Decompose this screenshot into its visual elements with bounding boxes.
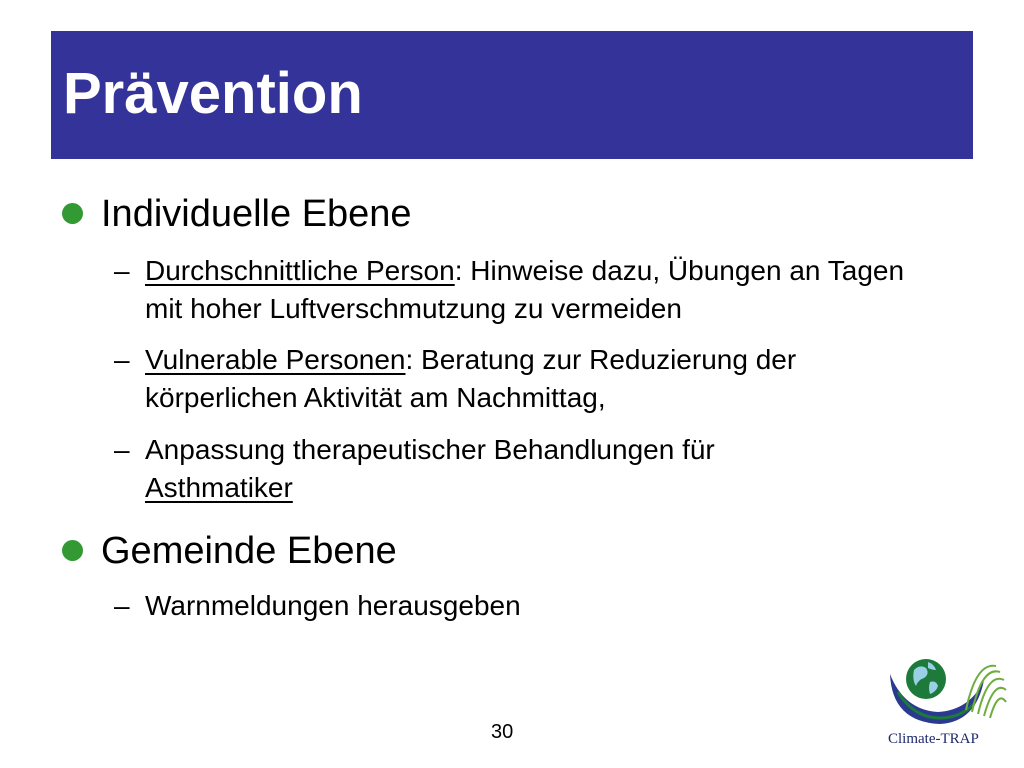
dash-marker: – [114, 590, 130, 621]
title-bar [51, 31, 973, 159]
link-durchschnittliche-person[interactable]: Durchschnittliche Person [145, 255, 455, 286]
link-vulnerable-personen[interactable]: Vulnerable Personen [145, 344, 406, 375]
slide-title: Prävention [63, 61, 363, 126]
page-number: 30 [491, 721, 514, 743]
sub-item-text: Anpassung therapeutischer Behandlungen für [145, 434, 715, 465]
sub-item-text: : Beratung zur Reduzierung der körperlichen Aktivität am Nachmittag, [145, 344, 797, 413]
dash-marker: – [114, 255, 130, 286]
sub-item-body [145, 341, 945, 417]
logo-label: Climate-TRAP [888, 731, 979, 747]
bullet-icon [62, 203, 83, 224]
link-asthmatiker[interactable]: Asthmatiker [145, 472, 293, 503]
bullet-icon [62, 540, 83, 561]
sub-item-body [145, 587, 945, 625]
dash-marker: – [114, 344, 130, 375]
sub-item-body [145, 431, 865, 507]
sub-item-text: Warnmeldungen herausgeben [145, 590, 521, 621]
section-heading: Gemeinde Ebene [101, 530, 397, 572]
sub-item-body [145, 252, 945, 328]
sub-item-text: : Hinweise dazu, Übungen an Tagen mit hoher Luftverschmutzung zu vermeiden [145, 255, 905, 324]
dash-marker: – [114, 434, 130, 465]
section-heading: Individuelle Ebene [101, 193, 412, 235]
